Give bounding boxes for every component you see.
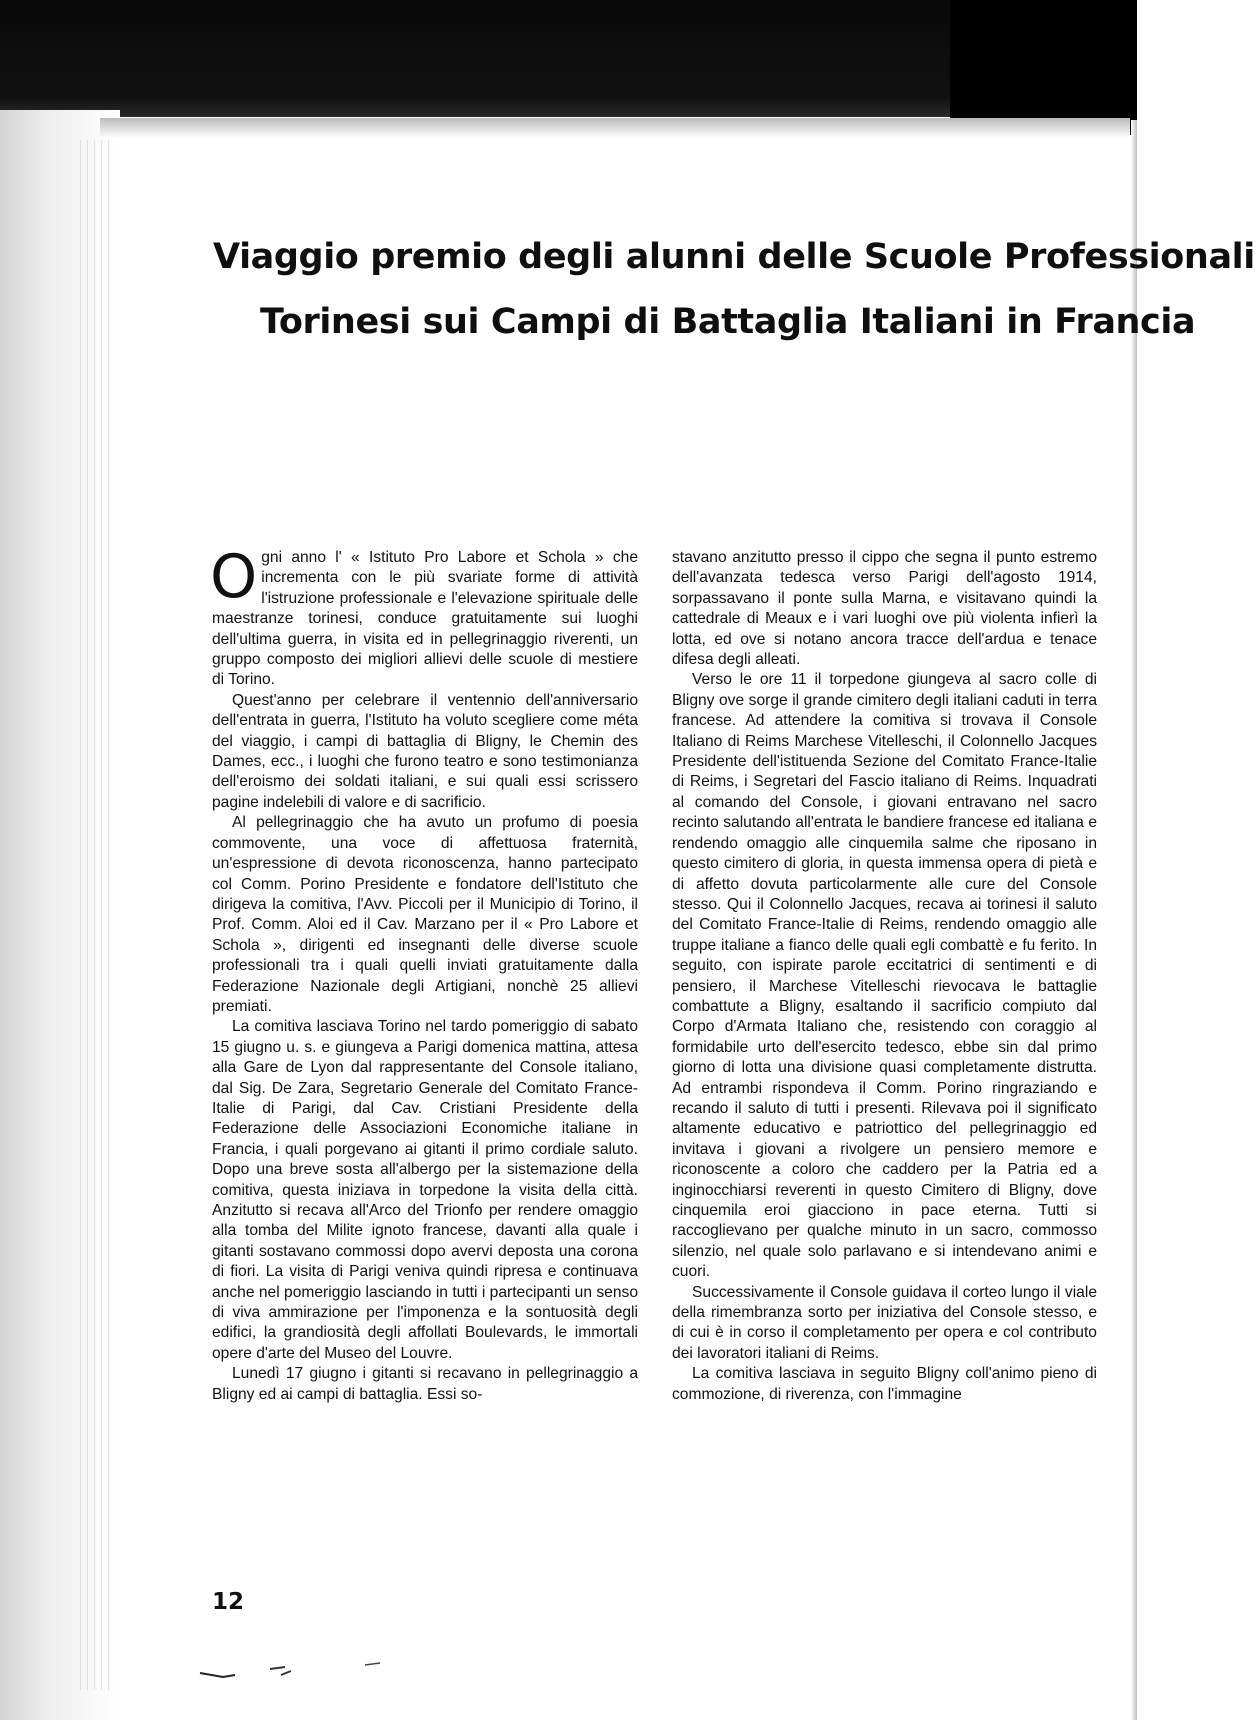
- paragraph: Successivamente il Console guidava il corteo lungo il viale della rimembranza sorto per iniziativa del Console stesso, e di cui è in corso il completamento per opera e col contributo dei lavoratori italiani di Reims.: [672, 1283, 1097, 1362]
- scan-right-edge: [1131, 120, 1137, 1720]
- scan-dark-corner: [950, 0, 1137, 135]
- scan-page-edge-shade: [100, 118, 1130, 138]
- article-title-line-2: Torinesi sui Campi di Battaglia Italiani in Francia: [260, 302, 1196, 342]
- paragraph: Verso le ore 11 il torpedone giungeva al sacro colle di Bligny ove sorge il grande cimitero degli italiani caduti in terra francese. Ad attendere la comitiva si trovava il Console Italiano di Reims Marchese Vitelleschi, il Colonnello Jacques Presidente dell'istituenda Sezione del Comitato France-Italie di Reims, i Segretari del Fascio italiano di Reims. Inquadrati al comando del Console, i giovani entravano nel sacro recinto salutando all'entrata le bandiere francese ed italiana e rendendo omaggio alle cinquemila salme che riposano in questo cimitero di gloria, in questa immensa opera di pietà e di affetto dovuta particolarmente alle cure del Console stesso. Qui il Colonnello Jacques, recava ai torinesi il saluto del Comitato France-Italie di Reims, rendendo omaggio alle truppe italiane a fianco delle quali egli combattè e fu ferito. In seguito, con ispirate parole eccitatrici di sentimenti e di pensiero, il Marchese Vitelleschi rievocava le battaglie combattute a Bligny, esaltando il sacrificio compiuto dal Corpo d'Armata Italiano che, resistendo con coraggio al formidabile urto dell'esercito tedesco, ebbe sin dal primo giorno di lotta una divisione quasi completamente distrutta. Ad entrambi rispondeva il Comm. Porino ringraziando e recando il saluto di tutti i presenti. Rilevava poi il significato altamente educativo e patriottico del pellegrinaggio ed invitava i giovani a rivolgere un pensiero memore e riconoscente a coloro che caddero per la Patria ed a inginocchiarsi reverenti in questo Cimitero di Bligny, dove cinquemila eroi giacciono in pace eterna. Tutti si raccoglievano per qualche minuto in un sacro, commosso silenzio, nel quale solo parlavano e si intendevano animi e cuori.: [672, 671, 1097, 1281]
- scan-binding-texture: [80, 140, 110, 1690]
- paragraph-text: gni anno l' « Istituto Pro Labore et Schola » che incrementa con le più svariate forme di attività l'istruzione professionale e l'elevazione spirituale delle maestranze torinesi, conduce gratuitamente sui luoghi dell'ultima guerra, in visita ed in pellegrinaggio riverenti, un gruppo composto dei migliori allievi delle scuole di mestiere di Torino.: [212, 549, 638, 689]
- paragraph: Al pellegrinaggio che ha avuto un profumo di poesia commovente, una voce di affettuosa fraternità, un'espressione di devota riconoscenza, hanno partecipato col Comm. Porino Presidente e fondatore dell'Istituto che dirigeva la comitiva, l'Avv. Piccoli per il Municipio di Torino, il Prof. Comm. Aloi ed il Cav. Marzano per il « Pro Labore et Schola », dirigenti ed insegnanti delle diverse scuole professionali tra i quali quelli inviati gratuitamente dalla Federazione Nazionale degli Artigiani, nonchè 25 allievi premiati.: [212, 814, 638, 1015]
- right-text-column: [672, 548, 1097, 1405]
- scan-smudge-marks: [195, 1655, 455, 1685]
- paragraph: Quest'anno per celebrare il ventennio dell'anniversario dell'entrata in guerra, l'Istituto ha voluto scegliere come méta del viaggio, i campi di battaglia di Bligny, le Chemin des Dames, ecc., i luoghi che furono teatro e sono testimonianza dell'eroismo dei soldati italiani, e sui quali essi scrissero pagine indelebili di valore e di sacrificio.: [212, 691, 638, 811]
- left-text-column: [210, 542, 638, 1405]
- paragraph: La comitiva lasciava Torino nel tardo pomeriggio di sabato 15 giugno u. s. e giungeva a Parigi domenica mattina, attesa alla Gare de Lyon dal rappresentante del Console italiano, dal Sig. De Zara, Segretario Generale del Comitato France-Italie di Parigi, dal Cav. Cristiani Presidente della Federazione delle Associazioni Economiche italiane in Francia, i quali porgevano ai gitanti il primo cordiale saluto. Dopo una breve sosta all'albergo per la sistemazione della comitiva, questa iniziava in torpedone la visita della città. Anzitutto si recava all'Arco del Trionfo per rendere omaggio alla tomba del Milite ignoto francese, davanti alla quale i gitanti sostavano commossi dopo avervi deposta una corona di fiori. La visita di Parigi veniva quindi ripresa e continuava anche nel pomeriggio lasciando in tutti i partecipanti un senso di viva ammirazione per l'imponenza e la sontuosità degli edifici, la grandiosità degli affollati Boulevards, le immortali opere d'arte del Museo del Louvre.: [212, 1018, 638, 1362]
- page-number: 12: [212, 1589, 245, 1615]
- paragraph: Lunedì 17 giugno i gitanti si recavano in pellegrinaggio a Bligny ed ai campi di battaglia. Essi so-: [212, 1365, 638, 1403]
- article-title-line-1: Viaggio premio degli alunni delle Scuole Professionali: [213, 237, 1255, 277]
- paragraph: stavano anzitutto presso il cippo che segna il punto estremo dell'avanzata tedesca verso Parigi dell'agosto 1914, sorpassavano il ponte sulla Marna, e visitavano quindi la cattedrale di Meaux e i vari luoghi ove più violenta infierì la lotta, ed ove si notano ancora tracce dell'ardua e tenace difesa degli alleati.: [672, 549, 1097, 669]
- scan-dark-band: [0, 22, 950, 117]
- drop-cap: O: [210, 542, 258, 612]
- paragraph: [210, 542, 638, 691]
- paragraph: La comitiva lasciava in seguito Bligny coll'animo pieno di commozione, di riverenza, con l'immagine: [672, 1365, 1097, 1403]
